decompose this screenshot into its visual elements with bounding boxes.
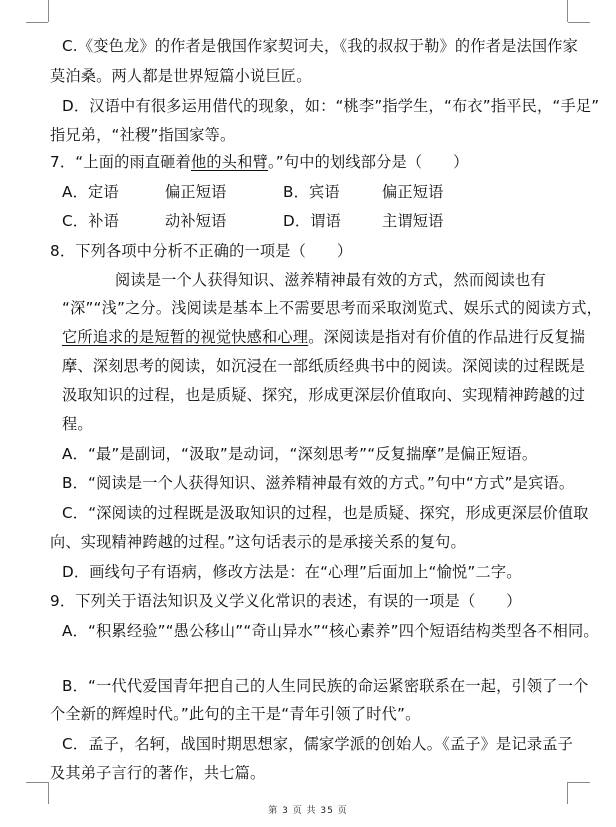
q8-passage-line5: 汲取知识的过程，也是质疑、探究，形成更深层价值取向、实现精神跨越的过 — [62, 386, 586, 404]
q7-option-c: C．补语 — [62, 212, 119, 230]
q7-option-a-desc: 偏正短语 — [165, 183, 227, 201]
q7-stem-after: 。”句中的划线部分是（ ） — [267, 153, 469, 171]
q7-stem-before: 7．“上面的雨直砸着 — [50, 153, 192, 171]
crop-mark-top-left-v — [48, 0, 49, 22]
q7-option-b: B．宾语 — [283, 183, 340, 201]
q6-option-c-line1: C.《变色龙》的作者是俄国作家契诃夫，《我的叔叔于勒》的作者是法国作家 — [62, 37, 579, 55]
q9-option-a: A．“积累经验”“愚公移山”“奇山异水”“核心素养”四个短语结构类型各不相同。 — [62, 622, 599, 640]
q8-passage-line3 — [0, 327, 616, 347]
q8-option-b: B．“阅读是一个人获得知识、滋养精神最有效的方式。”句中“方式”是宾语。 — [62, 474, 575, 492]
q8-passage-line4: 摩、深刻思考的阅读，如沉浸在一部纸质经典书中的阅读。深阅读的过程既是 — [62, 357, 586, 375]
q9-option-b-line1: B．“一代代爱国青年把自己的人生同民族的命运紧密联系在一起，引领了一个 — [62, 677, 589, 695]
q6-option-d-line2: 指兄弟，“社稷”指国家等。 — [50, 126, 236, 144]
q8-option-c-line2: 向、实现精神跨越的过程。”这句话表示的是承接关系的复句。 — [50, 533, 466, 551]
q8-option-a: A．“最”是副词，“汲取”是动词，“深刻思考”“反复揣摩”是偏正短语。 — [62, 445, 538, 463]
crop-mark-bottom-left-v — [48, 782, 49, 804]
q8-option-c-line1: C．“深阅读的过程既是汲取知识的过程，也是质疑、探究，形成更深层价值取 — [62, 504, 589, 522]
crop-mark-top-right-v — [567, 0, 568, 22]
q9-option-c-line1: C．孟子，名轲，战国时期思想家，儒家学派的创始人。《孟子》是记录孟子 — [62, 735, 573, 753]
q6-option-d-line1: D．汉语中有很多运用借代的现象，如：“桃李”指学生，“布衣”指平民，“手足” — [62, 97, 600, 115]
crop-mark-bottom-right-v — [567, 782, 568, 804]
q9-stem: 9．下列关于语法知识及义学义化常识的表述，有误的一项是（ ） — [50, 592, 522, 610]
q7-option-d-desc: 主谓短语 — [382, 212, 444, 230]
q8-passage-underlined-sentence: 它所追求的是短暂的视觉快感和心理 — [62, 328, 309, 346]
q7-option-b-desc: 偏正短语 — [382, 183, 444, 201]
q7-option-d: D．谓语 — [283, 212, 342, 230]
q9-option-c-line2: 及其弟子言行的著作，共七篇。 — [50, 764, 266, 782]
q8-stem: 8．下列各项中分析不正确的一项是（ ） — [50, 242, 353, 260]
q9-option-b-line2: 个全新的辉煌时代。”此句的主干是“青年引领了时代”。 — [50, 705, 421, 723]
q6-option-c-line2: 莫泊桑。两人都是世界短篇小说巨匠。 — [50, 67, 312, 85]
q7-option-c-desc: 动补短语 — [165, 212, 227, 230]
q8-passage-line1: 阅读是一个人获得知识、滋养精神最有效的方式，然而阅读也有 — [115, 271, 546, 289]
q8-option-d: D．画线句子有语病，修改方法是：在“心理”后面加上“愉悦”二字。 — [62, 563, 522, 581]
q7-stem-underlined: 他的头和臂 — [191, 153, 268, 171]
q8-passage-line2: “深”“浅”之分。浅阅读是基本上不需要思考而采取浏览式、娱乐式的阅读方式， — [62, 299, 603, 317]
q7-option-a: A．定语 — [62, 183, 119, 201]
crop-mark-top-right-h — [568, 22, 590, 23]
q8-passage-line3-rest: 。深阅读是指对有价值的作品进行反复揣 — [308, 328, 586, 346]
q8-passage-line6: 程。 — [62, 415, 93, 433]
crop-mark-top-left-h — [26, 22, 48, 23]
q7-stem — [0, 152, 616, 172]
page-footer: 第 3 页 共 35 页 — [268, 806, 348, 816]
